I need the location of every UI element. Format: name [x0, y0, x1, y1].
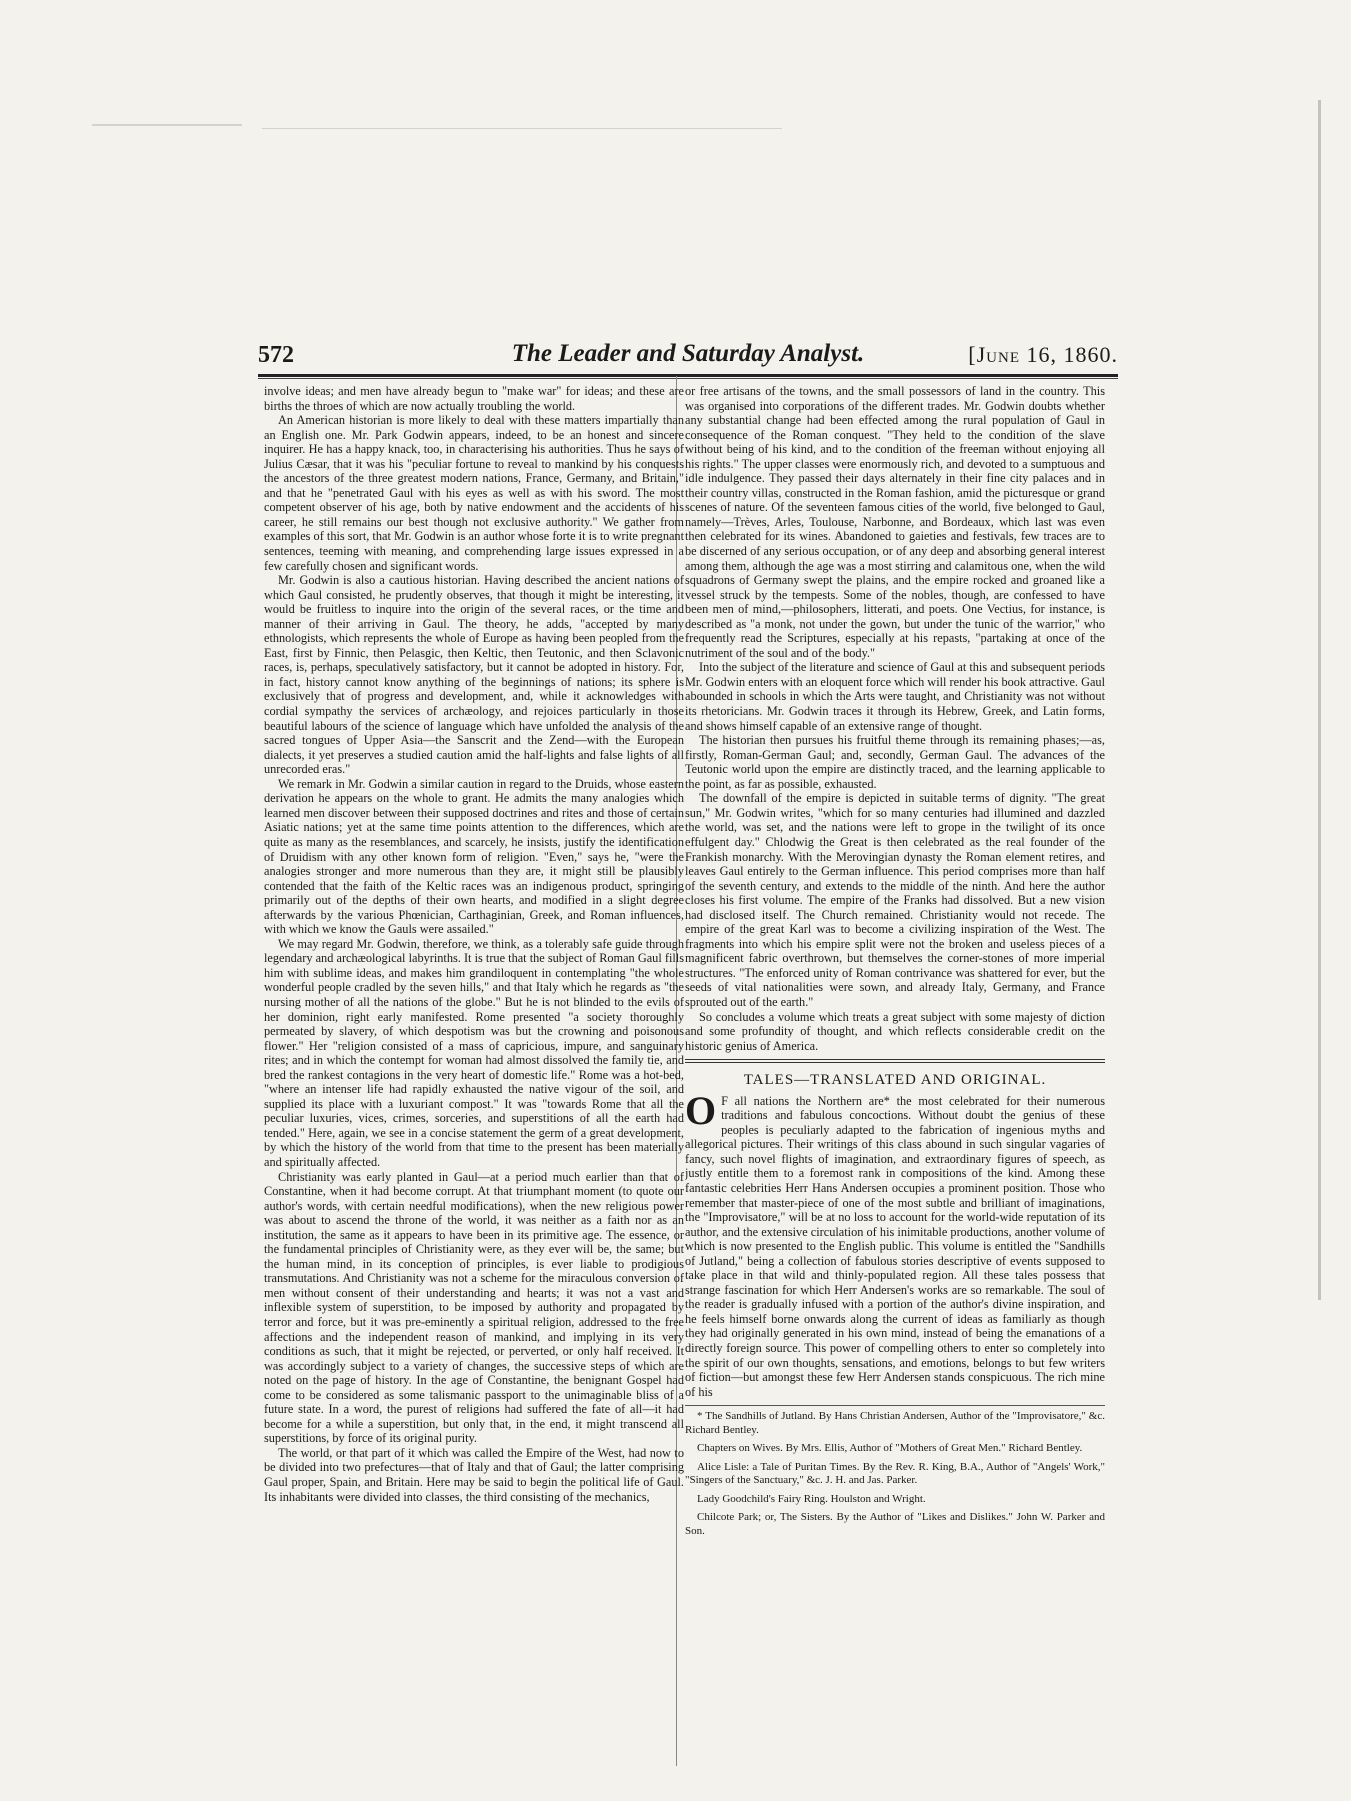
scan-artifact — [262, 128, 782, 129]
footnote: Alice Lisle: a Tale of Puritan Times. By the Rev. R. King, B.A., Author of "Angels' Work," "Singers of the Sanctuary," &c. J. H. and Jas. Parker. — [685, 1460, 1105, 1487]
paragraph: An American historian is more likely to deal with these matters impartially than an English one. Mr. Park Godwin appears, indeed, to be an honest and sincere inquirer. He has a happy knack, too, in characterising his authorities. Thus he says of Julius Cæsar, that it was his "peculiar fortune to reveal to mankind by his conquests the ancestors of the three greatest modern nations, France, Germany, and Britain," and that he "penetrated Gaul with his eyes as well as with his sword. The most competent observer of his age, both by native endowment and the accidents of his career, he still remains our best though not exclusive authority." We gather from examples of this sort, that Mr. Godwin is an author whose forte it is to write pregnant sentences, teeming with meaning, and comprehending large issues expressed in a few carefully chosen and significant words. — [264, 413, 684, 573]
footnote: Chilcote Park; or, The Sisters. By the Author of "Likes and Dislikes." John W. Parker and Son. — [685, 1511, 1105, 1537]
section-title: TALES—TRANSLATED AND ORIGINAL. — [743, 1072, 1047, 1089]
paragraph: We remark in Mr. Godwin a similar caution in regard to the Druids, whose eastern derivation he appears on the whole to grant. He admits the many analogies which learned men discover between their supposed doctrines and rites and those of certain Asiatic nations; yet at the same time points attention to the differences, which are quite as many as the resemblances, and scarcely, he insists, justify the identification of Druidism with any other known form of religion. "Even," says he, "were the analogies stronger and more numerous than they are, it might still be plausibly contended that the faith of the Keltic races was an indigenous product, springing primarily out of the depths of their own hearts, and modified in a slight degree afterwards by the various Phœnician, Carthaginian, Greek, and Roman influences, with which we know the Gauls were assailed." — [264, 776, 684, 937]
footnote: Chapters on Wives. By Mrs. Ellis, Author of "Mothers of Great Men." Richard Bentley. — [697, 1442, 1083, 1455]
paragraph: Into the subject of the literature and science of Gaul at this and subsequent periods Mr. Godwin enters with an eloquent force which will render his book attractive. Gaul abounded in schools in which the Arts were taught, and Christianity was not without its rhetoricians. Mr. Godwin traces it through its Hebrew, Greek, and Latin forms, and shows himself capable of an extensive range of thought. — [685, 660, 1105, 733]
footnote: * The Sandhills of Jutland. By Hans Christian Andersen, Author of the "Improvisatore," &c. Richard Bentley. — [685, 1410, 1105, 1436]
paragraph-text: F all nations the Northern are* the most celebrated for their numerous traditions and fabulous concoctions. Without doubt the genius of these peoples is peculiarly adapted to the fabrication of ingenious myths and allegorical pictures. Their writings of this class abound in such singular vagaries of fancy, such novel flights of imagination, and extraordinary figures of speech, as justly entitle them to a foremost rank in compositions of the kind. Among these fantastic celebrities Herr Hans Andersen occupies a prominent position. Those who remember that master-piece of one of the most subtle and brilliant of imaginations, the "Improvisatore," will be at no loss to account for the world-wide reputation of its author, and the extensive circulation of his inimitable productions, another volume of which is now presented to the English public. This volume is entitled the "Sandhills of Jutland," being a collection of fabulous stories descriptive of events supposed to take place in that wild and thinly-populated region. All these tales possess that strange fascination for which Herr Andersen's works are so remarkable. The soul of the reader is gradually infused with a portion of the author's divine inspiration, and he feels himself borne onwards along the current of ideas as familiarly as though they had originally generated in his own mind, instead of being the emanations of a directly foreign source. This power of compelling others to enter so completely into the spirit of our own thoughts, sensations, and emotions, belongs to but few writers of fiction—but amongst these few Herr Andersen stands conspicuous. The rich mine of his — [685, 1093, 1105, 1399]
scan-artifact — [92, 124, 242, 126]
header-rule — [258, 374, 1118, 377]
paragraph: So concludes a volume which treats a great subject with some majesty of diction and some profundity of thought, and which reflects considerable credit on the historic genius of America. — [685, 1009, 1105, 1053]
footnote: Lady Goodchild's Fairy Ring. Houlston and Wright. — [697, 1492, 926, 1505]
left-column — [264, 384, 684, 1779]
section-first-paragraph — [685, 1087, 1105, 1399]
paragraph: or free artisans of the towns, and the small possessors of land in the country. This was organised into corporations of the different trades. Mr. Godwin doubts whether any substantial change had been effected among the rural population of Gaul in consequence of the Roman conquest. "They held to the condition of the slave without being of his kind, and to the condition of the freeman without enjoying all his rights." The upper classes were enormously rich, and devoted to a sumptuous and idle indulgence. They passed their days alternately in their fine city palaces and in their country villas, constructed in the Roman fashion, amid the picturesque or grand scenes of nature. Of the seventeen famous cities of the world, five belonged to Gaul, namely—Trèves, Arles, Toulouse, Narbonne, and Bordeaux, which last was even then celebrated for its wines. Abandoned to gaieties and festivals, few traces are to be discerned of any serious occupation, or of any deep and absorbing general interest among them, although the age was a most stirring and calamitous one, when the wild squadrons of Germany swept the plains, and the empire rocked and groaned like a vessel struck by the tempests. Some of the nobles, though, are confessed to have been men of mind,—philosophers, litterati, and poets. One Vectius, for instance, is described as "a monk, not under the gown, but under the tunic of the warrior," who frequently read the Scriptures, especially at his repasts, "partaking at once of the nutriment of the soul and of the body." — [685, 384, 1105, 660]
page-header — [258, 338, 1118, 374]
header-rule-thin — [258, 378, 1118, 379]
footnote-rule — [685, 1405, 1105, 1406]
section-rule — [685, 1059, 1105, 1060]
paragraph: The world, or that part of it which was called the Empire of the West, had now to be divided into two prefectures—that of Italy and that of Gaul; the latter comprising Gaul proper, Spain, and Britain. Here may be said to begin the political life of Gaul. Its inhabitants were divided into classes, the third consisting of the mechanics, — [264, 1445, 684, 1504]
section-rule — [685, 1062, 1105, 1063]
paragraph: Christianity was early planted in Gaul—at a period much earlier than that of Constantine, when it had become corrupt. At that triumphant moment (to quote our author's words, with certain needful modifications), when the new religious power was about to ascend the throne of the world, it was neither as a faith nor as an institution, the same as it appears to have been in its primitive age. The essence, or the fundamental principles of Christianity were, as they ever will be, the same; but the human mind, in its conception of principles, is ever liable to prodigious transmutations. And Christianity was not a scheme for the miraculous conversion of men without consent of their understanding and hearts; it was not a vast and inflexible system of superstition, to be imposed by authority and propagated by terror and force, but it was pre-eminently a spiritual religion, addressed to the free affections and the independent reason of mankind, and implying in its very conditions as such, that it might be rejected, or perverted, or only half received. It was accordingly subject to a variety of changes, the successive steps of which are noted on the page of history. In the age of Constantine, the benignant Gospel had come to be considered as some talismanic passport to the unimaginable bliss of a future state. In a word, the purest of religions had suffered the fate of all—it had become for a while a superstition, but only that, in the end, it might transcend all superstitions, by force of its original purity. — [264, 1169, 684, 1446]
paragraph: We may regard Mr. Godwin, therefore, we think, as a tolerably safe guide through legendary and archæological labyrinths. It is true that the subject of Roman Gaul fills him with sublime ideas, and makes him grandiloquent in contemplating "the whole wonderful people cradled by the seven hills," and that Italy which he regards as "the nursing mother of all the nations of the globe." But he is not blinded to the evils of her dominion, right early manifested. Rome presented "a society thoroughly permeated by slavery, of which despotism was but the crowning and poisonous flower." Her "religion consisted of a mass of capricious, impure, and sanguinary rites; and in which the contempt for woman had almost dissolved the family tie, and bred the rankest contagions in the very heart of domestic life." Rome was a hot-bed, "where an intenser life had rapidly exhausted the native vigour of the soil, and supplied its place with a luxuriant compost." It was "towards Rome that all the peculiar luxuries, vices, crimes, sorceries, and superstitions of all the earth had tended." Here, again, we see in a concise statement the germ of a great development, by which the history of the world from that time to the present has been materially and spiritually affected. — [264, 936, 684, 1169]
page-edge-shadow — [1318, 100, 1321, 1300]
paragraph: Mr. Godwin is also a cautious historian. Having described the ancient nations of which Gaul consisted, he prudently observes, that though it might be interesting, it would be fruitless to inquire into the origin of the several races, or the time and manner of their arriving in Gaul. The theory, he adds, "accepted by many ethnologists, which represents the whole of Europe as having been peopled from the East, first by Finnic, then Pelasgic, then Keltic, then Teutonic, and then Sclavonic races, is, perhaps, speculatively satisfactory, but it cannot be adopted in history. For, in fact, history cannot know anything of the beginnings of nations; its sphere is exclusively that of progress and development, and, while it acknowledges with cordial sympathy the services of archæology, and rejoices particularly in those beautiful labours of the science of language which have unfolded the analysis of the sacred tongues of Upper Asia—the Sanscrit and the Zend—with the European dialects, it yet preserves a studied caution amid the half-lights and false lights of all unrecorded eras." — [264, 573, 684, 777]
issue-date: [June 16, 1860. — [968, 342, 1118, 367]
paragraph: The historian then pursues his fruitful theme through its remaining phases;—as, firstly, Roman-German Gaul; and, secondly, German Gaul. The advances of the Teutonic world upon the empire are distinctly traced, and the learning applicable to the point, as far as possible, exhausted. — [685, 733, 1105, 791]
paragraph: involve ideas; and men have already begun to "make war" for ideas; and these are births the throes of which are now actually troubling the world. — [264, 384, 684, 413]
masthead-title: The Leader and Saturday Analyst. — [511, 340, 865, 367]
right-column — [685, 384, 1105, 1779]
page-number: 572 — [258, 342, 294, 368]
paragraph: The downfall of the empire is depicted in suitable terms of dignity. "The great sun," Mr. Godwin writes, "which for so many centuries had illumined and dazzled the world, was set, and the nations were left to grope in the twilight of its once effulgent day." Chlodwig the Great is then celebrated as the real founder of the Frankish monarchy. With the Merovingian dynasty the Roman element retires, and leaves Gaul entirely to the German influence. This period comprises more than half of the seventh century, and extends to the middle of the ninth. And here the author closes his first volume. The empire of the Franks had dissolved. But a new vision had disclosed itself. The Church remained. Christianity would not recede. The empire of the great Karl was to become a civilizing inspiration of the West. The fragments into which his empire split were not the broken and useless pieces of a magnificent fabric overthrown, but themselves the corner-stones of more imperial structures. "The enforced unity of Roman contrivance was shattered for ever, but the seeds of vital nationalities were sown, and already Italy, Germany, and France sprouted out of the earth." — [685, 791, 1105, 1009]
drop-cap: O — [685, 1087, 717, 1133]
